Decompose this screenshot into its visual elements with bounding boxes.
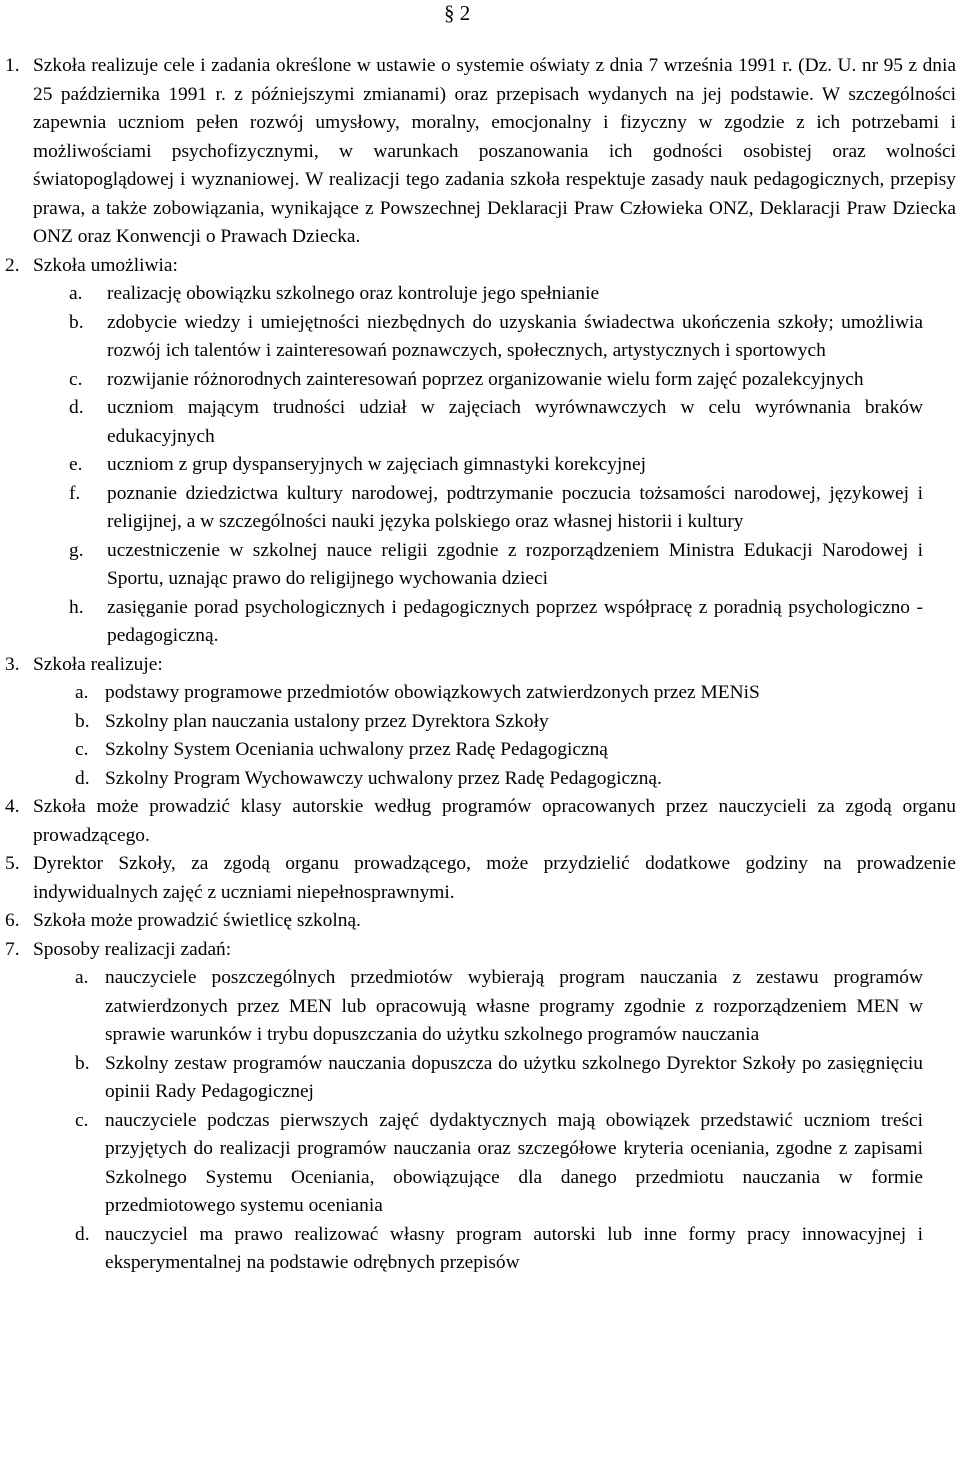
sub-item-7a: [33, 964, 923, 1050]
sub-item-text: nauczyciele podczas pierwszych zajęć dydaktycznych mają obowiązek przedstawić uczniom treści przyjętych do realizacji programów nauczania oraz szczegółowe kryteria oceniania, zgodne z zapisami Szkolnego Systemu Oceniania, obowiązujące dla danego przedmiotu nauczania w formie przedmiotowego systemu oceniania: [105, 1109, 923, 1216]
sub-item-2f: [33, 480, 923, 537]
item-number: 5.: [5, 853, 20, 874]
list-item-7: [0, 936, 960, 965]
sub-item-text: nauczyciele poszczególnych przedmiotów wybierają program nauczania z zestawu programów zatwierdzonych przez MEN lub opracowują własne programy zgodnie z rozporządzeniem MEN w sprawie warunków i trybu dopuszczania do użytku szkolnego programów nauczania: [105, 967, 923, 1045]
sub-item-2d: [33, 394, 923, 451]
sub-item-letter: a.: [75, 682, 89, 703]
sub-item-letter: b.: [75, 1052, 90, 1074]
item-text: Szkoła może prowadzić klasy autorskie według programów opracowanych przez nauczycieli za zgodą organu prowadzącego.: [33, 796, 956, 846]
sub-item-text: uczestniczenie w szkolnej nauce religii zgodnie z rozporządzeniem Ministra Edukacji Narodowej i Sportu, uznając prawo do religijnego wychowania dzieci: [107, 539, 923, 589]
list-item-1: [0, 52, 960, 252]
sub-item-text: Szkolny System Oceniania uchwalony przez Radę Pedagogiczną: [105, 739, 608, 760]
sub-item-7b: [33, 1050, 923, 1107]
list-item-6: [0, 907, 960, 936]
item-number: 7.: [5, 938, 20, 960]
document-body: [0, 52, 960, 1278]
sub-item-2b: [33, 309, 923, 366]
sub-item-text: uczniom z grup dyspanseryjnych w zajęciach gimnastyki korekcyjnej: [107, 454, 646, 475]
sub-item-letter: e.: [69, 454, 83, 475]
sub-item-3b: [33, 708, 923, 737]
item-text: Dyrektor Szkoły, za zgodą organu prowadzącego, może przydzielić dodatkowe godziny na prowadzenie indywidualnych zajęć z uczniami niepełnosprawnymi.: [33, 853, 956, 903]
sub-item-2g: [33, 537, 923, 594]
sub-item-letter: c.: [75, 1109, 89, 1131]
sub-item-7d: [33, 1221, 923, 1278]
sub-item-letter: a.: [75, 967, 89, 988]
sub-item-letter: f.: [69, 482, 81, 504]
item-text: Szkoła realizuje:: [33, 653, 163, 675]
sub-item-text: Szkolny zestaw programów nauczania dopuszcza do użytku szkolnego Dyrektor Szkoły po zasięgnięciu opinii Rady Pedagogicznej: [105, 1052, 923, 1102]
sub-item-letter: a.: [69, 283, 83, 304]
sub-item-text: poznanie dziedzictwa kultury narodowej, podtrzymanie poczucia tożsamości narodowej, językowej i religijnej, a w szczególności nauki języka polskiego oraz własnej historii i kultury: [107, 482, 923, 532]
sub-item-letter: b.: [69, 311, 84, 333]
sub-item-2e: [33, 451, 923, 480]
list-item-5: [0, 850, 960, 907]
sub-item-text: realizację obowiązku szkolnego oraz kontroluje jego spełnianie: [107, 283, 600, 304]
sub-item-text: rozwijanie różnorodnych zainteresowań poprzez organizowanie wielu form zajęć pozalekcyjnych: [107, 368, 864, 390]
item-number: 4.: [5, 796, 20, 817]
item-text: Szkoła może prowadzić świetlicę szkolną.: [33, 910, 361, 931]
sub-item-letter: d.: [69, 397, 84, 418]
item-number: 1.: [5, 55, 20, 76]
sub-item-3d: [33, 765, 923, 794]
sub-item-3a: [33, 679, 923, 708]
sub-item-text: podstawy programowe przedmiotów obowiązkowych zatwierdzonych przez MENiS: [105, 682, 760, 703]
sub-item-letter: h.: [69, 596, 84, 618]
sub-item-text: Szkolny Program Wychowawczy uchwalony przez Radę Pedagogiczną.: [105, 767, 662, 789]
item-text: Sposoby realizacji zadań:: [33, 938, 232, 960]
section-mark: § 2: [444, 1, 471, 25]
list-item-2: [0, 252, 960, 281]
sub-item-letter: g.: [69, 539, 84, 561]
sub-item-2a: [33, 280, 923, 309]
list-item-4: [0, 793, 960, 850]
sub-item-2c: [33, 366, 923, 395]
sub-item-text: Szkolny plan nauczania ustalony przez Dyrektora Szkoły: [105, 710, 549, 732]
sub-item-7c: [33, 1107, 923, 1221]
sub-item-text: nauczyciel ma prawo realizować własny program autorski lub inne formy pracy innowacyjnej i eksperymentalnej na podstawie odrębnych przepisów: [105, 1223, 923, 1273]
sub-item-letter: c.: [69, 368, 83, 390]
item-number: 3.: [5, 653, 20, 675]
item-text: Szkoła umożliwia:: [33, 254, 178, 276]
sub-item-text: zasięganie porad psychologicznych i pedagogicznych poprzez współpracę z poradnią psychologiczno - pedagogiczną.: [107, 596, 923, 646]
item-text: Szkoła realizuje cele i zadania określone w ustawie o systemie oświaty z dnia 7 września 1991 r. (Dz. U. nr 95 z dnia 25 października 1991 r. z późniejszymi zmianami) oraz przepisach wydanych na jej podstawie. W szczególności zapewnia uczniom pełen rozwój umysłowy, moralny, emocjonalny i fizyczny w zgodzie z ich potrzebami i możliwościami psychofizycznymi, w warunkach poszanowania ich godności osobistej oraz wolności światopoglądowej i wyznaniowej. W realizacji tego zadania szkoła respektuje zasady nauk pedagogicznych, przepisy prawa, a także zobowiązania, wynikające z Powszechnej Deklaracji Praw Człowieka ONZ, Deklaracji Praw Dziecka ONZ oraz Konwencji o Prawach Dziecka.: [33, 55, 956, 247]
sub-item-letter: d.: [75, 767, 90, 789]
sub-item-letter: b.: [75, 710, 90, 732]
list-item-3: [0, 651, 960, 680]
sub-item-2h: [33, 594, 923, 651]
sub-item-text: zdobycie wiedzy i umiejętności niezbędnych do uzyskania świadectwa ukończenia szkoły; umożliwia rozwój ich talentów i zainteresowań poznawczych, społecznych, artystycznych i sportowych: [107, 311, 923, 361]
sub-item-3c: [33, 736, 923, 765]
sub-item-letter: c.: [75, 739, 89, 760]
item-number: 2.: [5, 254, 20, 276]
sub-item-letter: d.: [75, 1223, 90, 1245]
sub-item-text: uczniom mającym trudności udział w zajęciach wyrównawczych w celu wyrównania braków edukacyjnych: [107, 397, 923, 447]
item-number: 6.: [5, 910, 20, 931]
